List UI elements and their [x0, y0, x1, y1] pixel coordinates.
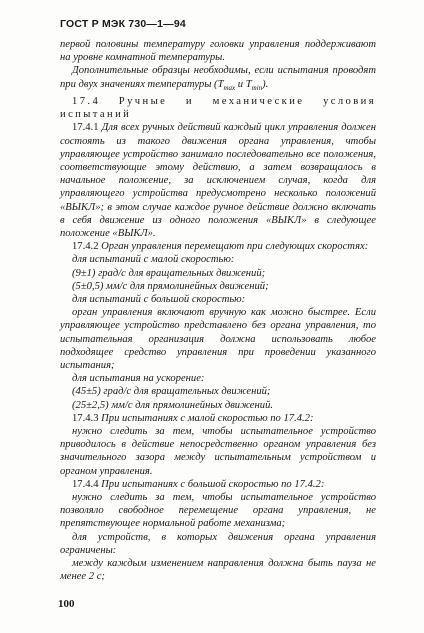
high-speed-text: орган управления включают вручную как можно быстрее. Если управляющее устройство представлено без органа управления, то испытательная организация должна использовать любое подходящее средство управления при проведении указанного испытания;	[60, 307, 376, 371]
paragraph-17-4-2: 17.4.2 Орган управления перемещают при следующих скоростях:	[72, 241, 369, 253]
high-speed-label: для испытаний с большой скоростью:	[72, 293, 246, 305]
section-heading-17-4: 17.4 Ручные и механические условия испытаний	[60, 95, 376, 121]
paragraph-extra-samples: Дополнительные образцы необходимы, если испытания проводят при двух значениях температуры ($T_{max}$ и $T_{min}$).	[60, 65, 376, 92]
paragraph-continuation: первой половины температуру головки управления поддерживают на уровне комнатной температуры.	[60, 39, 376, 64]
acceleration-linear: (25±2,5) мм/с для прямолинейных движений.	[72, 399, 274, 411]
standard-header: ГОСТ Р МЭК 730—1—94	[60, 18, 186, 30]
paragraph-17-4-3: нужно следить за тем, чтобы испытательное устройство приводилось в действие непосредственно органом управления без значительного зазора между испытательным устройством и органом управления.	[60, 426, 376, 477]
paragraph-17-4-4-c: между каждым изменением направления должна быть пауза не менее 2 с;	[60, 558, 376, 583]
acceleration-label: для испытания на ускорение:	[72, 373, 205, 385]
low-speed-linear: (5±0,5) мм/с для прямолинейных движений;	[72, 280, 269, 292]
acceleration-rotation: (45±5) град/с для вращательных движений;	[72, 386, 271, 398]
document-body	[60, 38, 376, 583]
paragraph-17-4-3-head: 17.4.3 При испытаниях с малой скоростью по 17.4.2:	[72, 412, 314, 424]
paragraph-17-4-4: нужно следить за тем, чтобы испытательное устройство позволяло свободное перемещение органа управления, не препятствующее нормальной работе механизма;	[60, 492, 376, 530]
paragraph-17-4-1: 17.4.1 Для всех ручных действий каждый цикл управления должен состоять из такого движения органа управления, чтобы управляющее устройство занимало последовательно все положения, соответствующие этому действию, а затем возвращалось в начальное положение, за исключением случая, когда для управляющего устройства предусмотрено несколько положений «ВЫКЛ»; в этом случае каждое ручное действие должно включать в себя движение из одного положения «ВЫКЛ» в следующее положение «ВЫКЛ».	[60, 122, 376, 239]
paragraph-17-4-4-head: 17.4.4 При испытаниях с большой скоростью по 17.4.2:	[72, 478, 325, 490]
low-speed-label: для испытаний с малой скоростью:	[72, 254, 235, 266]
page-number: 100	[58, 598, 75, 610]
paragraph-17-4-4-b: для устройств, в которых движения органа управления ограничены:	[60, 531, 376, 556]
low-speed-rotation: (9±1) град/с для вращательных движений;	[72, 267, 266, 279]
